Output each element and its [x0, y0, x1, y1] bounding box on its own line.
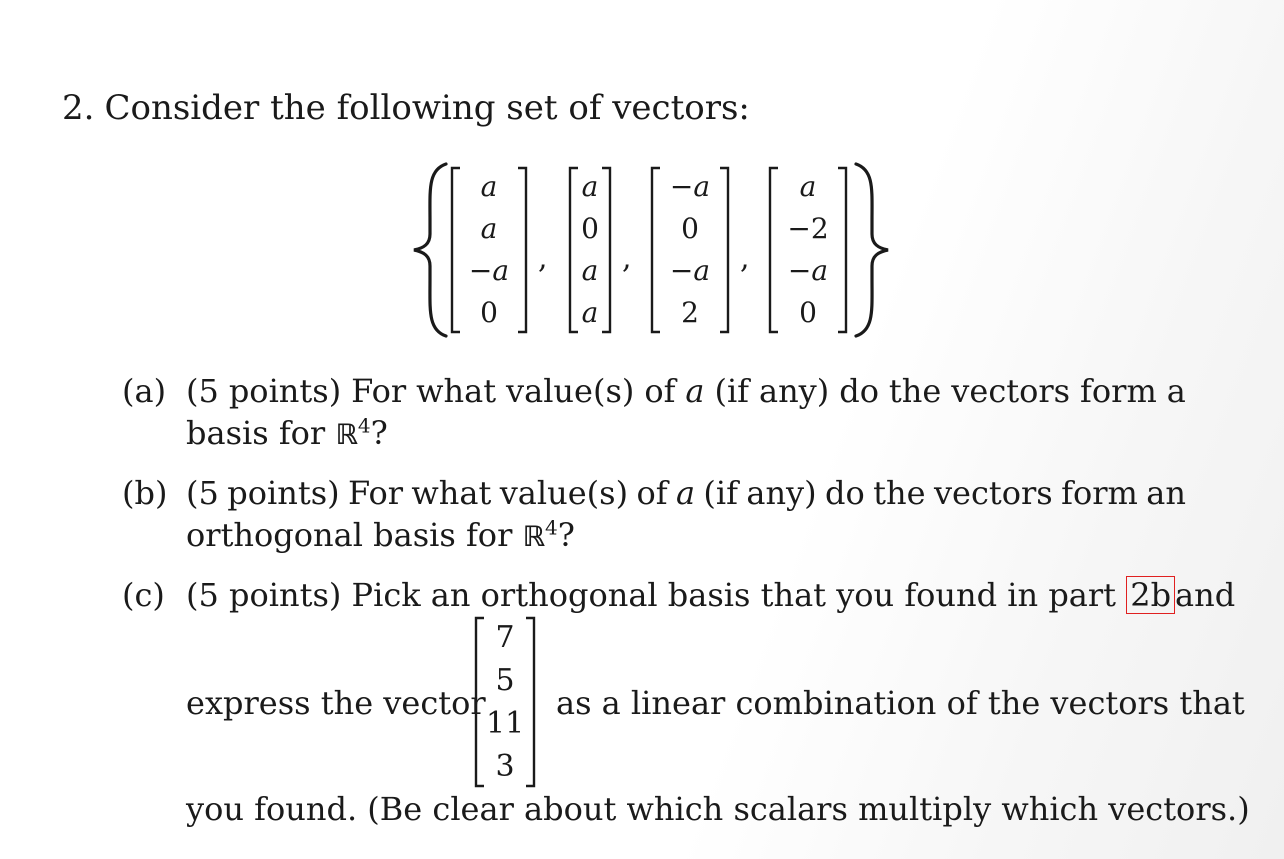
- word: value(s): [499, 474, 629, 512]
- part-b: [186, 472, 1186, 558]
- vector-1: [448, 166, 530, 334]
- problem-intro: Consider the following set of vectors:: [104, 88, 750, 128]
- word: (if: [703, 474, 738, 512]
- word: form: [1080, 372, 1157, 410]
- part-b-line-2: [186, 514, 1186, 558]
- vector-2: [566, 166, 614, 334]
- vector-1-entry-1: a: [480, 170, 498, 203]
- vector-2-entry-3: a: [581, 254, 599, 287]
- text: ?: [557, 516, 575, 554]
- word: of: [644, 372, 676, 410]
- part-a: [186, 370, 1186, 456]
- separator: ,: [622, 241, 632, 276]
- part-a-line-2: [186, 412, 1186, 456]
- vector-1-entry-2: a: [480, 212, 498, 245]
- vector-4-entry-4: 0: [799, 296, 817, 329]
- text: express the vector: [186, 684, 486, 722]
- word: points): [228, 372, 342, 410]
- word: a: [1166, 372, 1186, 410]
- word: what: [416, 372, 497, 410]
- vector-set: [406, 160, 896, 340]
- exponent: 4: [544, 515, 558, 540]
- real-numbers-symbol: ℝ: [335, 418, 358, 451]
- reference-link-2b[interactable]: 2b: [1126, 576, 1175, 614]
- vector-3-entry-2: 0: [681, 212, 699, 245]
- target-vector-entry-1: 7: [495, 620, 515, 655]
- part-c-express-after: [556, 682, 1245, 724]
- word: points): [227, 474, 340, 512]
- right-bracket: [600, 166, 614, 334]
- left-bracket: [648, 166, 662, 334]
- variable-a: a: [675, 474, 696, 512]
- vector-3: [648, 166, 732, 334]
- text: you found. (Be clear about which scalars multiply which vectors.): [186, 790, 1250, 828]
- word: do: [839, 372, 879, 410]
- word: the: [888, 372, 942, 410]
- problem-number: 2.: [62, 88, 95, 128]
- part-a-label: (a): [122, 372, 167, 410]
- right-brace: [850, 160, 896, 340]
- word: form: [1061, 474, 1138, 512]
- vector-3-entry-1: −a: [669, 170, 711, 203]
- vector-2-entry-1: a: [581, 170, 599, 203]
- word: (5: [186, 372, 219, 410]
- exponent: 4: [357, 413, 371, 438]
- vector-4-entry-1: a: [799, 170, 817, 203]
- target-vector-entry-3: 11: [486, 706, 525, 741]
- variable-a: a: [685, 372, 705, 410]
- word: (if: [714, 372, 750, 410]
- text: (5 points) Pick an orthogonal basis that you found in part: [186, 576, 1127, 614]
- part-c-label: (c): [122, 576, 165, 614]
- left-brace: [406, 160, 452, 340]
- target-vector-entry-4: 3: [495, 749, 515, 784]
- right-bracket: [836, 166, 850, 334]
- vector-4-entry-3: −a: [787, 254, 829, 287]
- text: basis for: [186, 414, 336, 452]
- target-vector-entry-2: 5: [495, 663, 515, 698]
- part-b-label: (b): [122, 474, 168, 512]
- word: any): [758, 372, 830, 410]
- part-c-express-before: [186, 682, 486, 724]
- vector-2-entry-2: 0: [581, 212, 599, 245]
- right-bracket: [718, 166, 732, 334]
- word: do: [825, 474, 865, 512]
- part-c-line-1: [186, 574, 1236, 616]
- vector-1-entry-4: 0: [480, 296, 498, 329]
- word: an: [1146, 474, 1186, 512]
- vector-3-entry-4: 2: [681, 296, 699, 329]
- text: and: [1175, 576, 1236, 614]
- left-bracket: [566, 166, 580, 334]
- vector-2-entry-4: a: [581, 296, 599, 329]
- problem-heading: [62, 84, 750, 132]
- part-c-line-3: [186, 788, 1250, 830]
- right-bracket: [516, 166, 530, 334]
- word: For: [351, 372, 407, 410]
- target-vector: [472, 616, 538, 788]
- word: what: [411, 474, 492, 512]
- word: vectors: [933, 474, 1053, 512]
- text: ?: [370, 414, 388, 452]
- word: (5: [186, 474, 219, 512]
- part-a-line-1: [186, 370, 1186, 412]
- text: as a linear combination of the vectors that: [556, 684, 1245, 722]
- left-bracket: [766, 166, 780, 334]
- real-numbers-symbol: ℝ: [522, 520, 545, 553]
- word: of: [636, 474, 668, 512]
- word: the: [873, 474, 926, 512]
- vector-3-entry-3: −a: [669, 254, 711, 287]
- word: any): [746, 474, 817, 512]
- vector-4-entry-2: −2: [787, 212, 829, 245]
- word: For: [347, 474, 403, 512]
- right-bracket: [524, 616, 538, 788]
- part-b-line-1: [186, 472, 1186, 514]
- vector-1-entry-3: −a: [468, 254, 510, 287]
- text: orthogonal basis for: [186, 516, 523, 554]
- word: value(s): [506, 372, 635, 410]
- separator: ,: [538, 241, 548, 276]
- part-c-text: [186, 574, 1175, 616]
- left-bracket: [448, 166, 462, 334]
- separator: ,: [740, 241, 750, 276]
- left-bracket: [472, 616, 486, 788]
- word: vectors: [951, 372, 1071, 410]
- vector-4: [766, 166, 850, 334]
